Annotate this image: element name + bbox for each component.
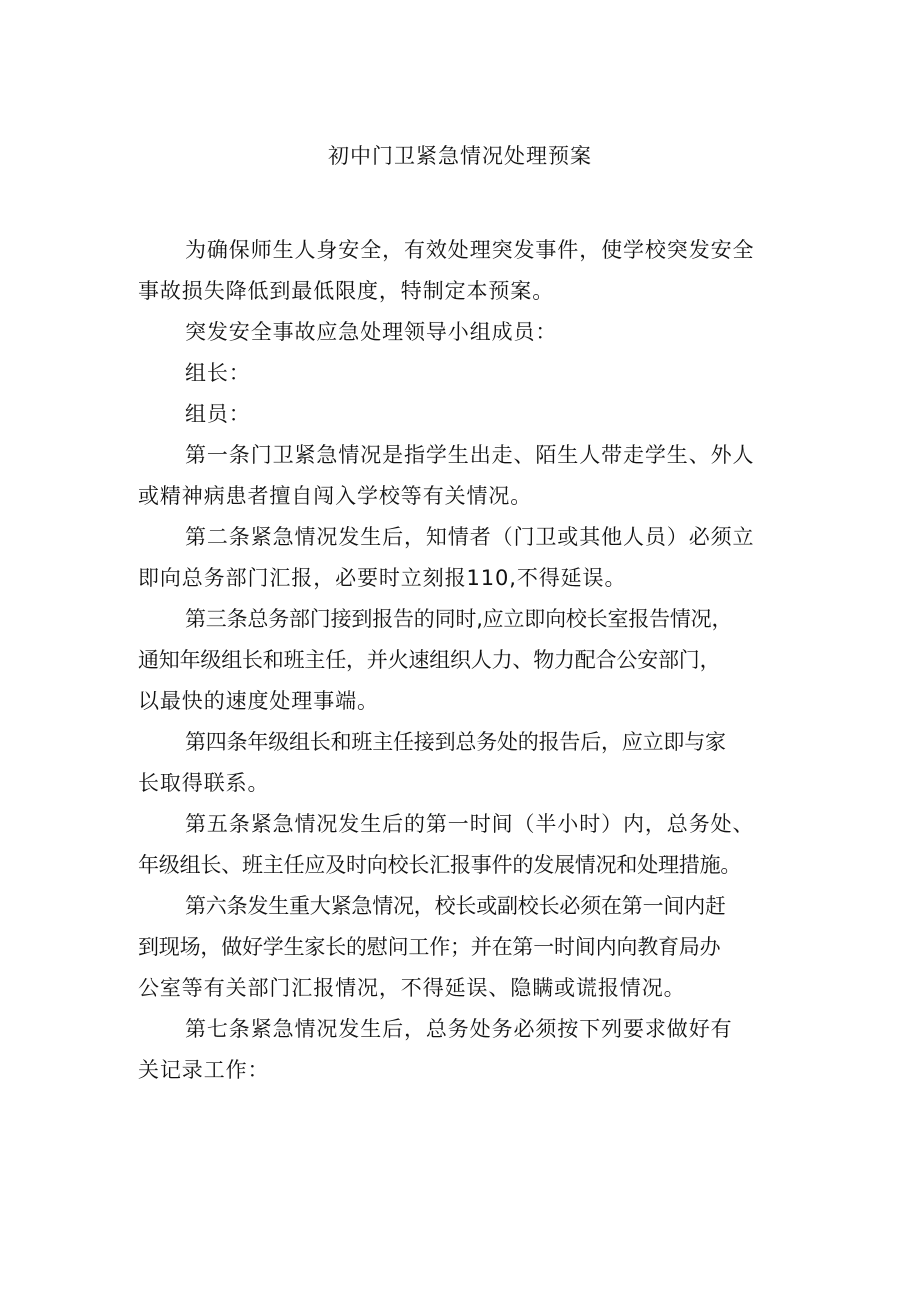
article-1-line-1: 第一条门卫紧急情况是指学生出走、陌生人带走学生、外人	[185, 443, 755, 467]
article-2-line-2: 即向总务部门汇报，必要时立刻报110,不得延误。	[138, 566, 627, 590]
article-1-line-2: 或精神病患者擅自闯入学校等有关情况。	[138, 484, 533, 508]
article-7-line-2: 关记录工作：	[138, 1058, 270, 1082]
paragraph-intro-line-2: 事故损失降低到最低限度，特制定本预案。	[138, 279, 555, 303]
article-4-line-1: 第四条年级组长和班主任接到总务处的报告后，应立即与家	[185, 730, 726, 754]
article-7-line-1: 第七条紧急情况发生后，总务处务必须按下列要求做好有	[185, 1017, 733, 1041]
team-heading: 突发安全事故应急处理领导小组成员：	[185, 320, 558, 344]
article-3-line-3: 以最快的速度处理事端。	[138, 689, 379, 713]
article-6-line-1: 第六条发生重大紧急情况，校长或副校长必须在第一间内赶	[185, 894, 726, 918]
team-leader: 组长：	[185, 361, 251, 385]
article-6-line-2: 到现场，做好学生家长的慰问工作；并在第一时间内向教育局办	[138, 935, 721, 959]
article-3-line-1: 第三条总务部门接到报告的同时,应立即向校长室报告情况，	[185, 607, 733, 631]
document-title: 初中门卫紧急情况处理预案	[328, 144, 592, 168]
article-5-line-2: 年级组长、班主任应及时向校长汇报事件的发展情况和处理措施。	[138, 853, 742, 877]
article-3-line-2: 通知年级组长和班主任，并火速组织人力、物力配合公安部门，	[138, 648, 721, 672]
document-body	[138, 230, 798, 1091]
article-5-line-1: 第五条紧急情况发生后的第一时间（半小时）内，总务处、	[185, 812, 755, 836]
article-6-line-3: 公室等有关部门汇报情况，不得延误、隐瞒或谎报情况。	[138, 976, 686, 1000]
team-members: 组员：	[185, 402, 251, 426]
paragraph-intro-line-1: 为确保师生人身安全，有效处理突发事件，使学校突发安全	[185, 238, 755, 262]
article-2-line-1: 第二条紧急情况发生后，知情者（门卫或其他人员）必须立	[185, 525, 755, 549]
article-4-line-2: 长取得联系。	[138, 771, 270, 795]
